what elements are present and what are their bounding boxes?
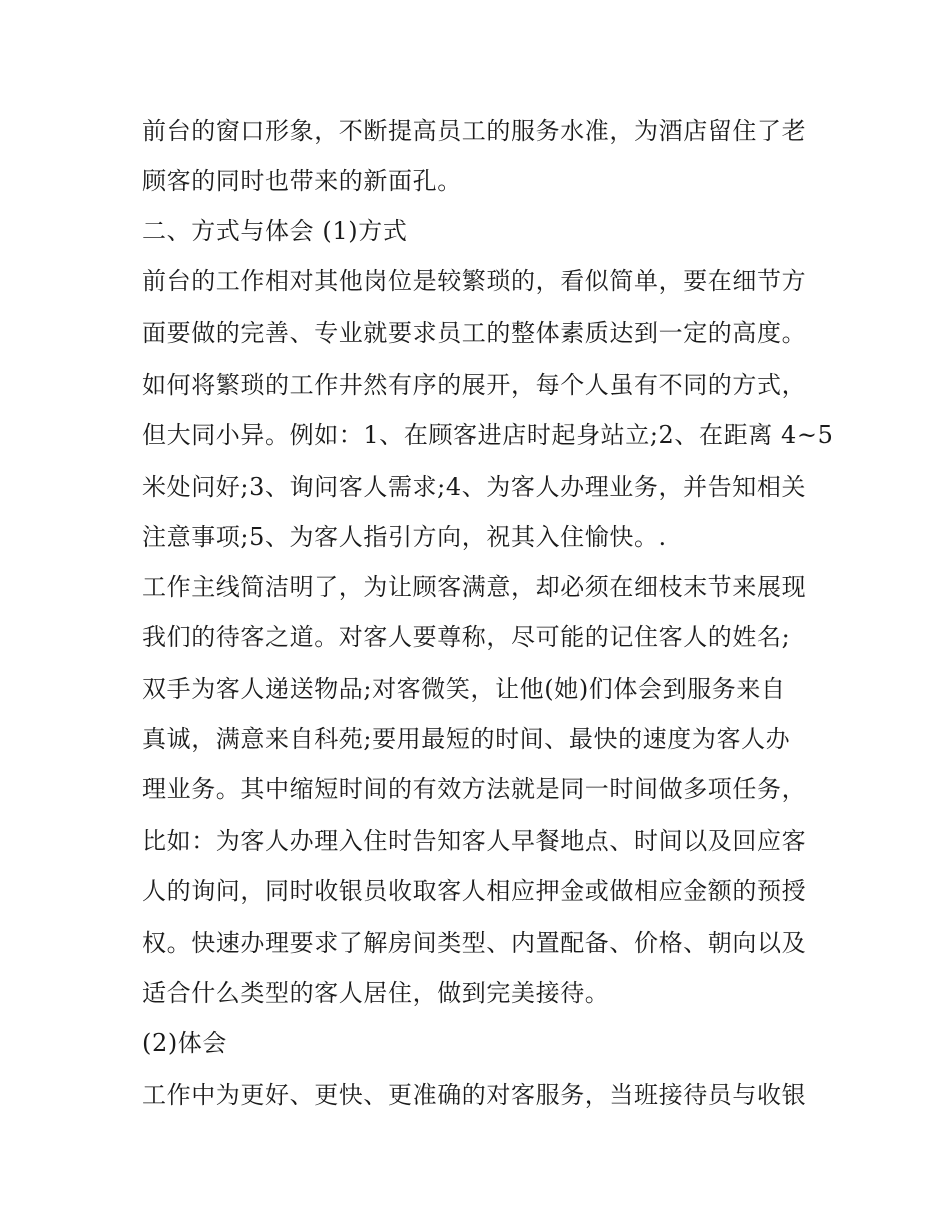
text-line: 理业务。其中缩短时间的有效方法就是同一时间做多项任务， (142, 775, 807, 803)
text-line: 工作主线简洁明了，为让顾客满意，却必须在细枝末节来展现 (142, 573, 807, 601)
text-line: 人的询问，同时收银员收取客人相应押金或做相应金额的预授 (142, 877, 807, 905)
text-line: 权。快速办理要求了解房间类型、内置配备、价格、朝向以及 (142, 929, 807, 957)
section-heading: (2)体会 (142, 1029, 227, 1057)
text-line: 双手为客人递送物品;对客微笑，让他(她)们体会到服务来自 (142, 675, 786, 703)
text-line: 我们的待客之道。对客人要尊称，尽可能的记住客人的姓名; (142, 623, 791, 651)
text-line: 工作中为更好、更快、更准确的对客服务，当班接待员与收银 (142, 1081, 807, 1109)
text-line: 前台的工作相对其他岗位是较繁琐的，看似简单，要在细节方 (142, 267, 807, 295)
section-heading: 二、方式与体会 (1)方式 (142, 217, 408, 245)
text-line: 前台的窗口形象，不断提高员工的服务水准，为酒店留住了老 (142, 117, 807, 145)
text-line: 面要做的完善、专业就要求员工的整体素质达到一定的高度。 (142, 319, 807, 347)
text-line: 真诚，满意来自科苑;要用最短的时间、最快的速度为客人办 (142, 725, 791, 753)
text-line: 但大同小异。例如：1、在顾客进店时起身站立;2、在距离 4~5 (142, 421, 834, 449)
text-line: 适合什么类型的客人居住，做到完美接待。 (142, 979, 610, 1007)
text-line: 注意事项;5、为客人指引方向，祝其入住愉快。. (142, 523, 667, 551)
text-line: 比如：为客人办理入住时告知客人早餐地点、时间以及回应客 (142, 827, 807, 855)
text-line: 如何将繁琐的工作井然有序的展开，每个人虽有不同的方式， (142, 371, 807, 399)
text-line: 顾客的同时也带来的新面孔。 (142, 167, 462, 195)
text-line: 米处问好;3、询问客人需求;4、为客人办理业务，并告知相关 (142, 473, 807, 501)
